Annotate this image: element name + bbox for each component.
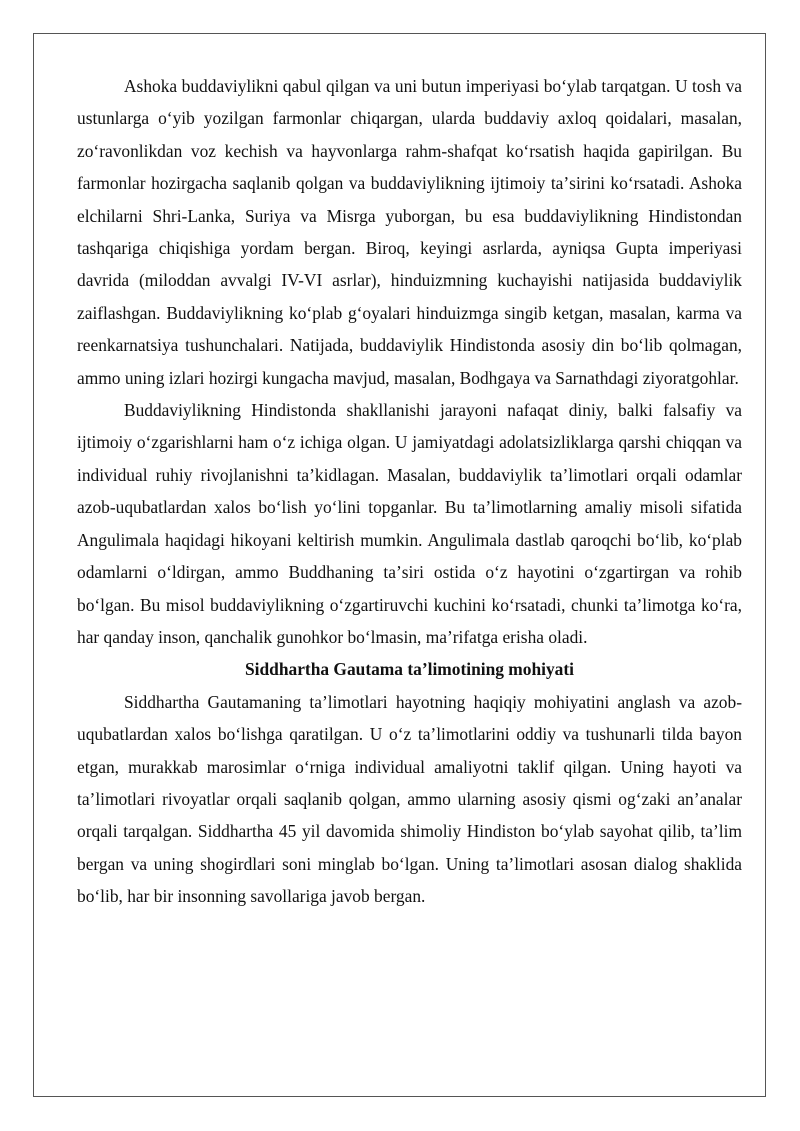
paragraph-teachings: Siddhartha Gautamaning taʼlimotlari hayotning haqiqiy mohiyatini anglash va azob-uqubatlardan xalos boʻlishga qaratilgan. U oʻz taʼlimotlarini oddiy va tushunarli tilda bayon etgan, murakkab marosimlar oʻrniga individual amaliyotni taklif qilgan. Uning hayoti va taʼlimotlari rivoyatlar orqali saqlanib qolgan, ammo ularning asosiy qismi ogʻzaki anʼanalar orqali tarqalgan. Siddhartha 45 yil davomida shimoliy Hindiston boʻylab sayohat qilib, taʼlim bergan va uning shogirdlari soni minglab boʻlgan. Uning taʼlimotlari asosan dialog shaklida boʻlib, har bir insonning savollariga javob bergan. — [77, 691, 742, 907]
section-heading: Siddhartha Gautama taʼlimotining mohiyati — [244, 659, 574, 680]
paragraph-formation: Buddaviylikning Hindistonda shakllanishi jarayoni nafaqat diniy, balki falsafiy va ijtimoiy oʻzgarishlarni ham oʻz ichiga olgan. U jamiyatdagi adolatsizliklarga qarshi chiqqan va individual ruhiy rivojlanishni taʼkidlagan. Masalan, buddaviylik taʼlimotlari orqali odamlar azob-uqubatlardan xalos boʻlish yoʻlini topganlar. Bu taʼlimotlarning amaliy misoli sifatida Angulimala haqidagi hikoyani keltirish mumkin. Angulimala dastlab qaroqchi boʻlib, koʻplab odamlarni oʻldirgan, ammo Buddhaning taʼsiri ostida oʻz hayotini oʻzgartirgan va rohib boʻlgan. Bu misol buddaviylikning oʻzgartiruvchi kuchini koʻrsatadi, chunki taʼlimotga koʻra, har qanday inson, qanchalik gunohkor boʻlmasin, maʼrifatga erisha oladi. — [77, 400, 742, 647]
document-body — [77, 70, 742, 913]
paragraph-ashoka: Ashoka buddaviylikni qabul qilgan va uni butun imperiyasi boʻylab tarqatgan. U tosh va ustunlarga oʻyib yozilgan farmonlar chiqargan, ularda buddaviy axloq qoidalari, masalan, zoʻravonlikdan voz kechish va hayvonlarga rahm-shafqat koʻrsatish haqida gapirilgan. Bu farmonlar hozirgacha saqlanib qolgan va buddaviylikning ijtimoiy taʼsirini koʻrsatadi. Ashoka elchilarni Shri-Lanka, Suriya va Misrga yuborgan, bu esa buddaviylikning Hindistondan tashqariga chiqishiga yordam bergan. Biroq, keyingi asrlarda, ayniqsa Gupta imperiyasi davrida (miloddan avvalgi IV-VI asrlar), hinduizmning kuchayishi natijasida buddaviylik zaiflashgan. Buddaviylikning koʻplab gʻoyalari hinduizmga singib ketgan, masalan, karma va reenkarnatsiya tushunchalari. Natijada, buddaviylik Hindistonda asosiy din boʻlib qolmagan, ammo uning izlari hozirgi kungacha mavjud, masalan, Bodhgaya va Sarnathdagi ziyoratgohlar. — [77, 76, 742, 388]
